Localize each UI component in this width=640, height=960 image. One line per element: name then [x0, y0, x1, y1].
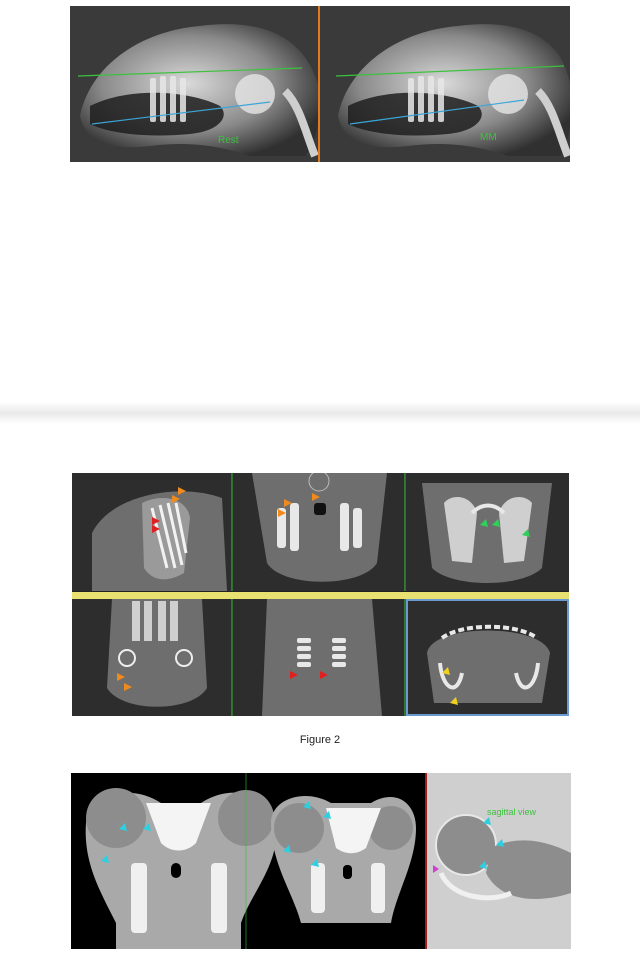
ct-panel-5 [233, 599, 405, 716]
figure1-left-label: Rest [218, 135, 239, 146]
figure-2-svg [72, 473, 569, 716]
page-fold-shadow [0, 402, 640, 424]
ct-panel-6 [406, 599, 569, 716]
ct-panel-3 [406, 473, 569, 591]
figure1-right-label: MM [480, 132, 497, 143]
ct-view-sagittal [427, 773, 571, 949]
figure-2-caption: Figure 2 [299, 734, 341, 746]
sagittal-view-label: sagittal view [487, 807, 537, 817]
ct-panel-2 [233, 473, 405, 591]
ct-panel-1 [72, 473, 232, 591]
figure-1-skull-views [70, 6, 570, 162]
figure-1-svg [70, 6, 570, 162]
figure-3-svg [71, 773, 571, 949]
ct-panel-4 [72, 599, 232, 716]
figure-3-ct-views [71, 773, 571, 949]
figure-2-ct-grid [72, 473, 569, 716]
